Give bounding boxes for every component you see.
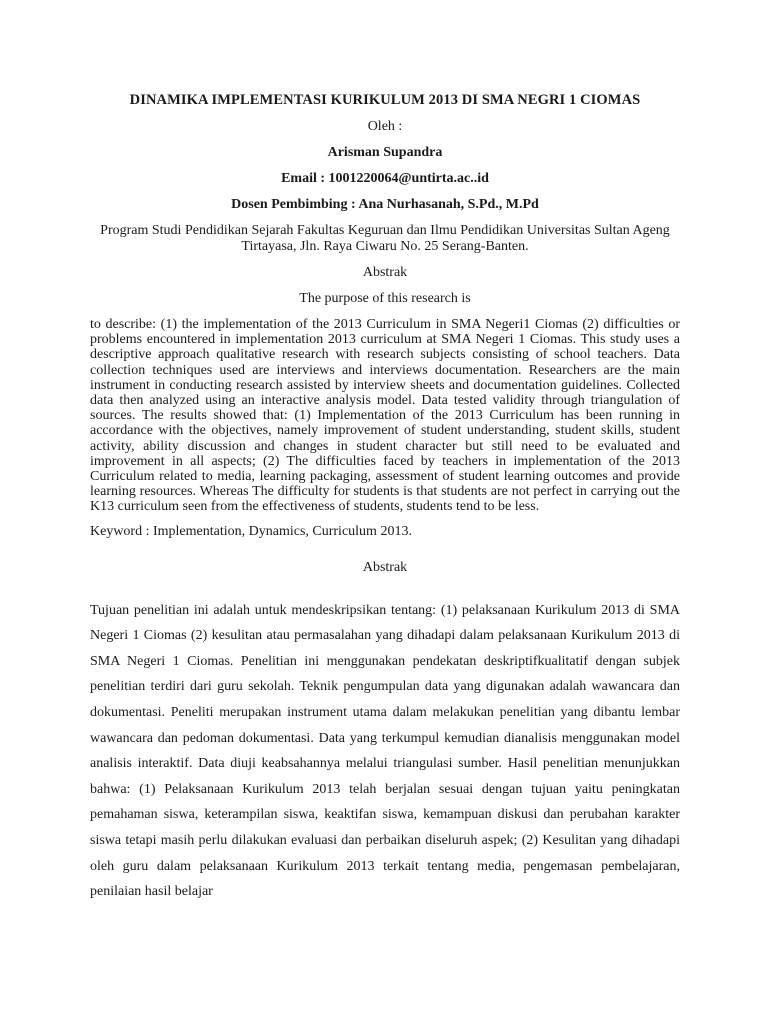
keywords: Keyword : Implementation, Dynamics, Curriculum 2013. xyxy=(90,523,412,539)
abstract-id-heading: Abstrak xyxy=(362,559,408,575)
paper-title: DINAMIKA IMPLEMENTASI KURIKULUM 2013 DI SMA NEGRI 1 CIOMAS xyxy=(129,92,641,108)
author-name: Arisman Supandra xyxy=(327,145,443,160)
abstract-en-body: to describe: (1) the implementation of the 2013 Curriculum in SMA Negeri1 Ciomas (2) difficulties or problems encountered in implementation 2013 curriculum at SMA Negeri 1 Ciomas. This study uses a descriptive approach qualitative research with research subjects consisting of school teachers. Data collection techniques used are interviews and interviews documentation. Researchers are the main instrument in conducting research assisted by interview sheets and documentation guidelines. Collected data then analyzed using an interactive analysis model. Data tested validity through triangulation of sources. The results showed that: (1) Implementation of the 2013 Curriculum has been running in accordance with the objectives, namely improvement of student understanding, student skills, student activity, ability discussion and changes in student character but still need to be evaluated and improvement in all aspects; (2) The difficulties faced by teachers in implementation of the 2013 Curriculum related to media, learning packaging, assessment of student learning outcomes and provide learning resources. Whereas The difficulty for students is that students are not perfect in carrying out the K13 curriculum seen from the effectiveness of students, students tend to be less. xyxy=(90,317,680,515)
affiliation: Program Studi Pendidikan Sejarah Fakultas Keguruan dan Ilmu Pendidikan Universitas Sultan Ageng Tirtayasa, Jln. Raya Ciwaru No. 25 Serang-Banten. xyxy=(100,223,670,254)
by-label: Oleh : xyxy=(367,119,403,134)
author-email: Email : 1001220064@untirta.ac..id xyxy=(281,171,489,186)
abstract-en-lead: The purpose of this research is xyxy=(299,291,471,306)
abstract-id-body: Tujuan penelitian ini adalah untuk mendeskripsikan tentang: (1) pelaksanaan Kurikulum 2013 di SMA Negeri 1 Ciomas (2) kesulitan atau permasalahan yang dihadapi dalam pelaksanaan Kurikulum 2013 di SMA Negeri 1 Ciomas. Penelitian ini menggunakan pendekatan deskriptifkualitatif dengan subjek penelitian terdiri dari guru sekolah. Teknik pengumpulan data yang digunakan adalah wawancara dan dokumentasi. Peneliti merupakan instrument utama dalam melakukan penelitian yang dibantu lembar wawancara dan pedoman dokumentasi. Data yang terkumpul kemudian dianalisis menggunakan model analisis interaktif. Data diuji keabsahannya melalui triangulasi sumber. Hasil penelitian menunjukkan bahwa: (1) Pelaksanaan Kurikulum 2013 telah berjalan sesuai dengan tujuan yaitu peningkatan pemahaman siswa, keterampilan siswa, keaktifan siswa, kemampuan diskusi dan perubahan karakter siswa tetapi masih perlu dilakukan evaluasi dan perbaikan diseluruh aspek; (2) Kesulitan yang dihadapi oleh guru dalam pelaksanaan Kurikulum 2013 terkait tentang media, pengemasan pembelajaran, penilaian hasil belajar xyxy=(90,602,680,900)
abstract-en-heading: Abstrak xyxy=(362,265,408,280)
supervisor: Dosen Pembimbing : Ana Nurhasanah, S.Pd., M.Pd xyxy=(231,197,539,212)
